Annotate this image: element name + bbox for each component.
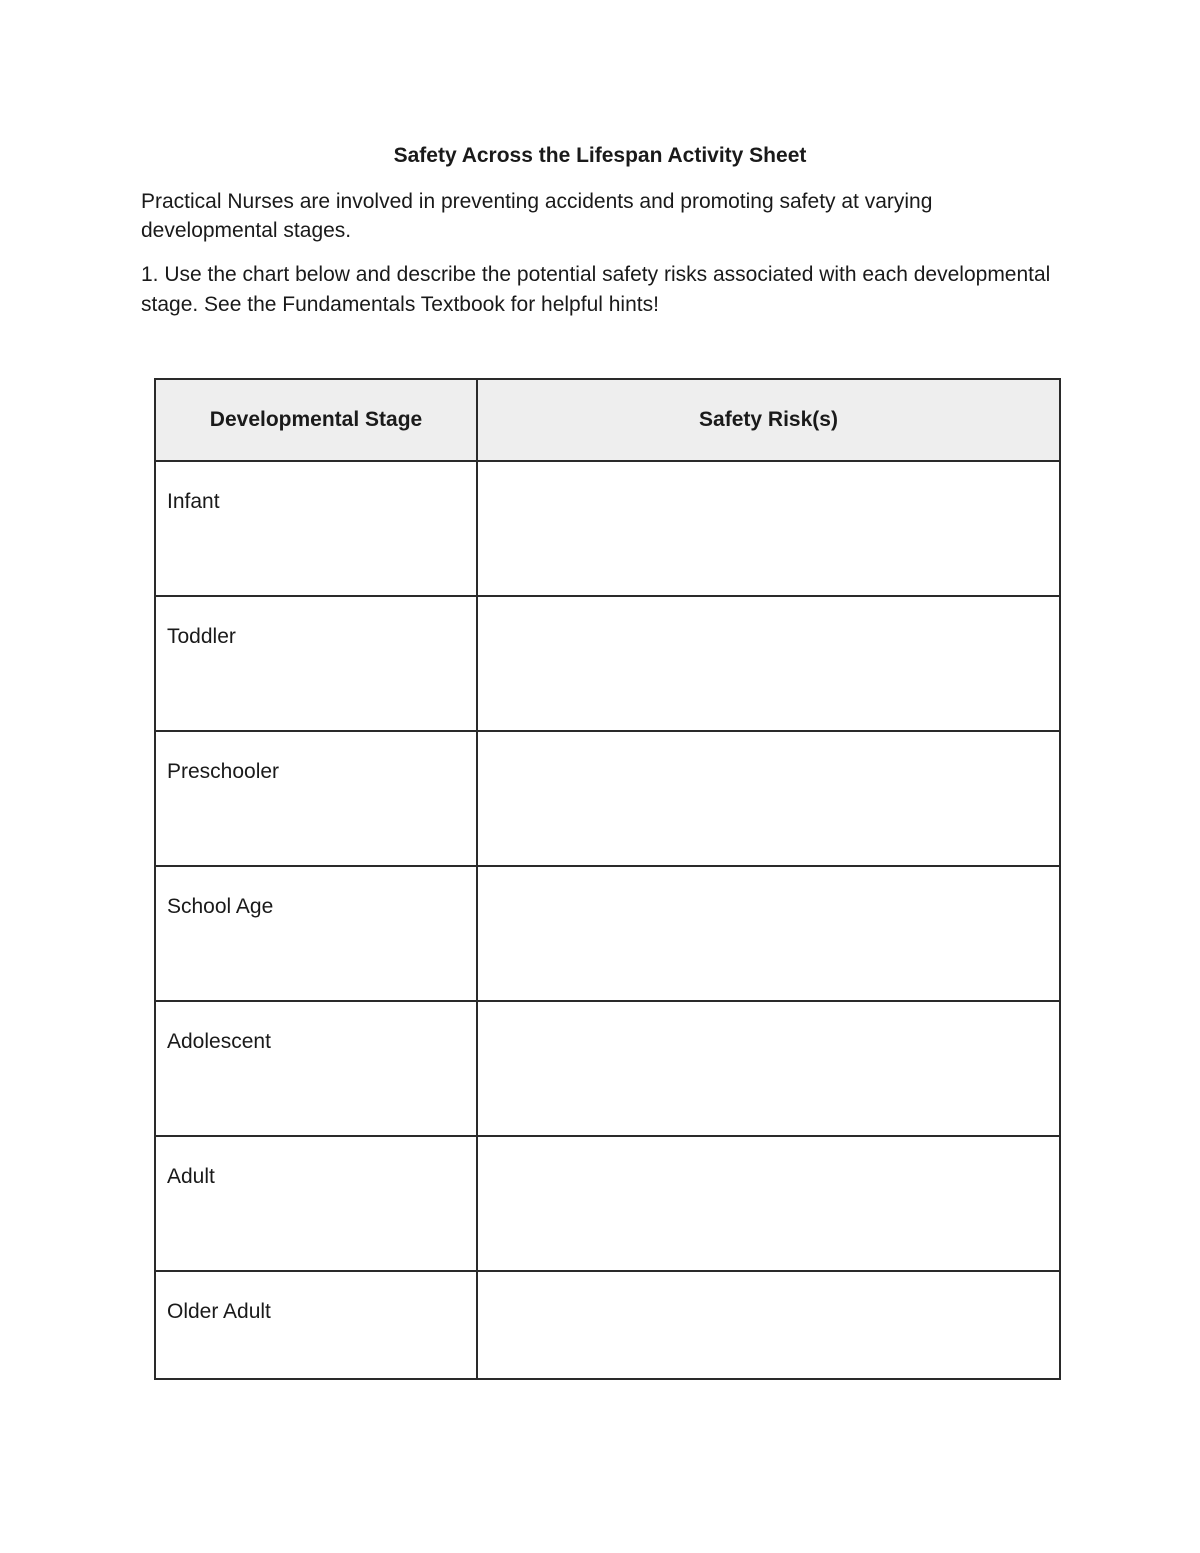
stage-cell <box>155 731 477 866</box>
table-row <box>155 1001 1060 1136</box>
stage-cell <box>155 1136 477 1271</box>
stage-label: School Age <box>167 895 274 918</box>
stage-label: Adult <box>167 1165 215 1188</box>
intro-paragraph: Practical Nurses are involved in preventing accidents and promoting safety at varying developmental stages. <box>141 190 933 242</box>
stage-label: Infant <box>167 490 220 513</box>
table-row <box>155 1136 1060 1271</box>
table-row <box>155 596 1060 731</box>
risk-answer-cell[interactable] <box>477 1271 1060 1379</box>
header-safety-risks: Safety Risk(s) <box>477 379 1060 461</box>
risk-answer-cell[interactable] <box>477 596 1060 731</box>
table-row <box>155 866 1060 1001</box>
stage-cell <box>155 461 477 596</box>
risk-answer-cell[interactable] <box>477 1136 1060 1271</box>
table-row <box>155 731 1060 866</box>
stage-label: Older Adult <box>167 1300 271 1323</box>
risk-answer-cell[interactable] <box>477 731 1060 866</box>
stage-cell <box>155 596 477 731</box>
risk-answer-cell[interactable] <box>477 866 1060 1001</box>
instruction-paragraph: 1. Use the chart below and describe the potential safety risks associated with each developmental stage. See the Fundamentals Textbook for helpful hints! <box>141 263 1051 316</box>
stage-cell <box>155 866 477 1001</box>
stage-label: Preschooler <box>167 760 280 783</box>
stage-label: Adolescent <box>167 1030 271 1053</box>
risk-answer-cell[interactable] <box>477 1001 1060 1136</box>
risk-answer-cell[interactable] <box>477 461 1060 596</box>
safety-risk-table <box>154 378 1061 1380</box>
page-title: Safety Across the Lifespan Activity Sheet <box>393 144 807 167</box>
stage-cell <box>155 1001 477 1136</box>
table-row <box>155 1271 1060 1379</box>
table-header-row <box>155 379 1060 461</box>
table-row <box>155 461 1060 596</box>
stage-cell <box>155 1271 477 1379</box>
header-developmental-stage: Developmental Stage <box>155 379 477 461</box>
stage-label: Toddler <box>167 625 236 648</box>
